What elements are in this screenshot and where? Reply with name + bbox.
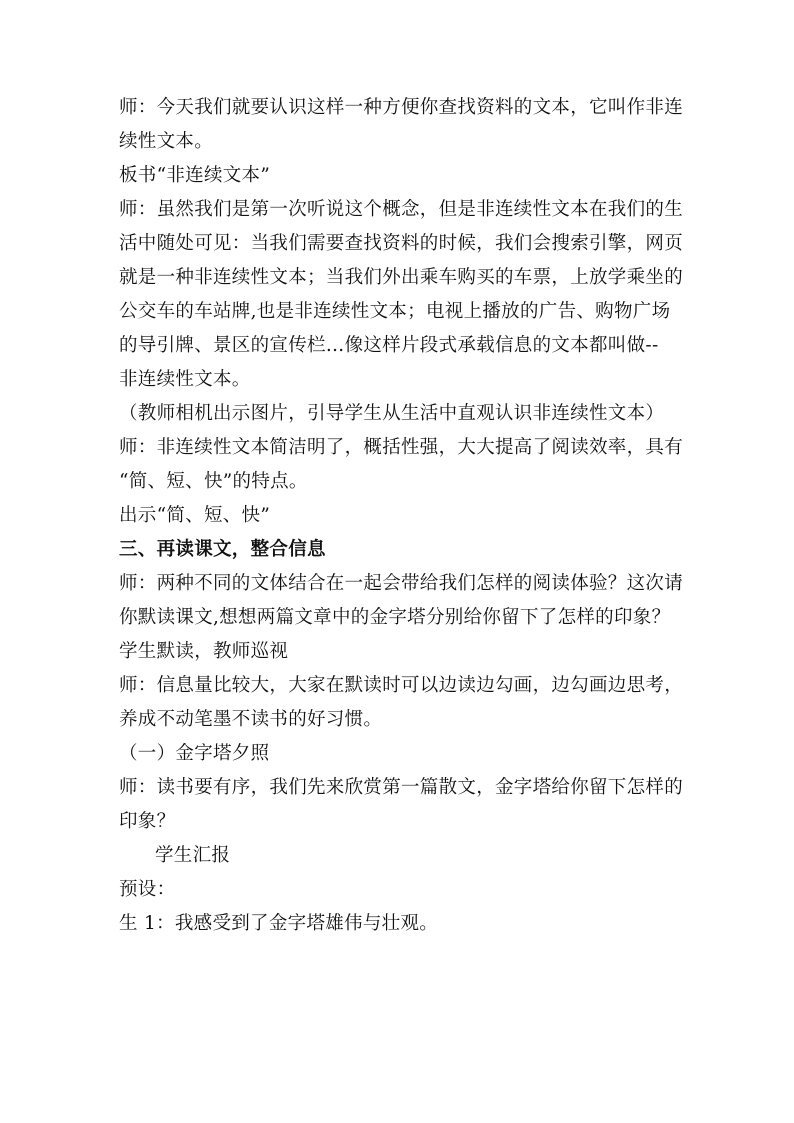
text-line: 预设：	[119, 879, 176, 900]
text-line: （教师相机出示图片，引导学生从生活中直观认识非连续性文本）	[119, 403, 665, 424]
text-line: 续性文本。	[119, 131, 214, 152]
text-line: 公交车的车站牌,也是非连续性文本；电视上播放的广告、购物广场	[119, 301, 671, 322]
text-line: 师：信息量比较大，大家在默读时可以边读边勾画，边勾画边思考，	[119, 675, 684, 696]
document-body	[119, 91, 689, 941]
text-line: 师：两种不同的文体结合在一起会带给我们怎样的阅读体验？这次请	[119, 573, 684, 594]
text-line: 师：今天我们就要认识这样一种方便你查找资料的文本，它叫作非连	[119, 97, 684, 118]
text-line: 学生默读，教师巡视	[119, 641, 289, 662]
text-line: 养成不动笔墨不读书的好习惯。	[119, 709, 383, 730]
text-line: 的导引牌、景区的宣传栏…像这样片段式承载信息的文本都叫做--	[119, 335, 659, 356]
text-line: 生 1：我感受到了金字塔雄伟与壮观。	[119, 913, 439, 934]
text-line: 你默读课文,想想两篇文章中的金字塔分别给你留下了怎样的印象？	[119, 607, 671, 628]
section-heading: 三、再读课文，整合信息	[119, 539, 326, 560]
text-line: 就是一种非连续性文本；当我们外出乘车购买的车票，上放学乘坐的	[119, 267, 684, 288]
text-line: “简、短、快”的特点。	[119, 471, 308, 492]
text-line: 师：虽然我们是第一次听说这个概念，但是非连续性文本在我们的生	[119, 199, 684, 220]
subsection-heading: （一）金字塔夕照	[119, 743, 270, 764]
text-line: 非连续性文本。	[119, 369, 251, 390]
text-line: 师：非连续性文本简洁明了，概括性强，大大提高了阅读效率，具有	[119, 437, 684, 458]
text-line: 学生汇报	[155, 845, 231, 866]
text-line: 印象？	[119, 811, 176, 832]
text-line: 板书“非连续文本”	[119, 165, 271, 186]
text-line: 出示“简、短、快”	[119, 505, 271, 526]
text-line: 师：读书要有序，我们先来欣赏第一篇散文，金字塔给你留下怎样的	[119, 777, 684, 798]
text-line: 活中随处可见：当我们需要查找资料的时候，我们会搜索引擎，网页	[119, 233, 684, 254]
